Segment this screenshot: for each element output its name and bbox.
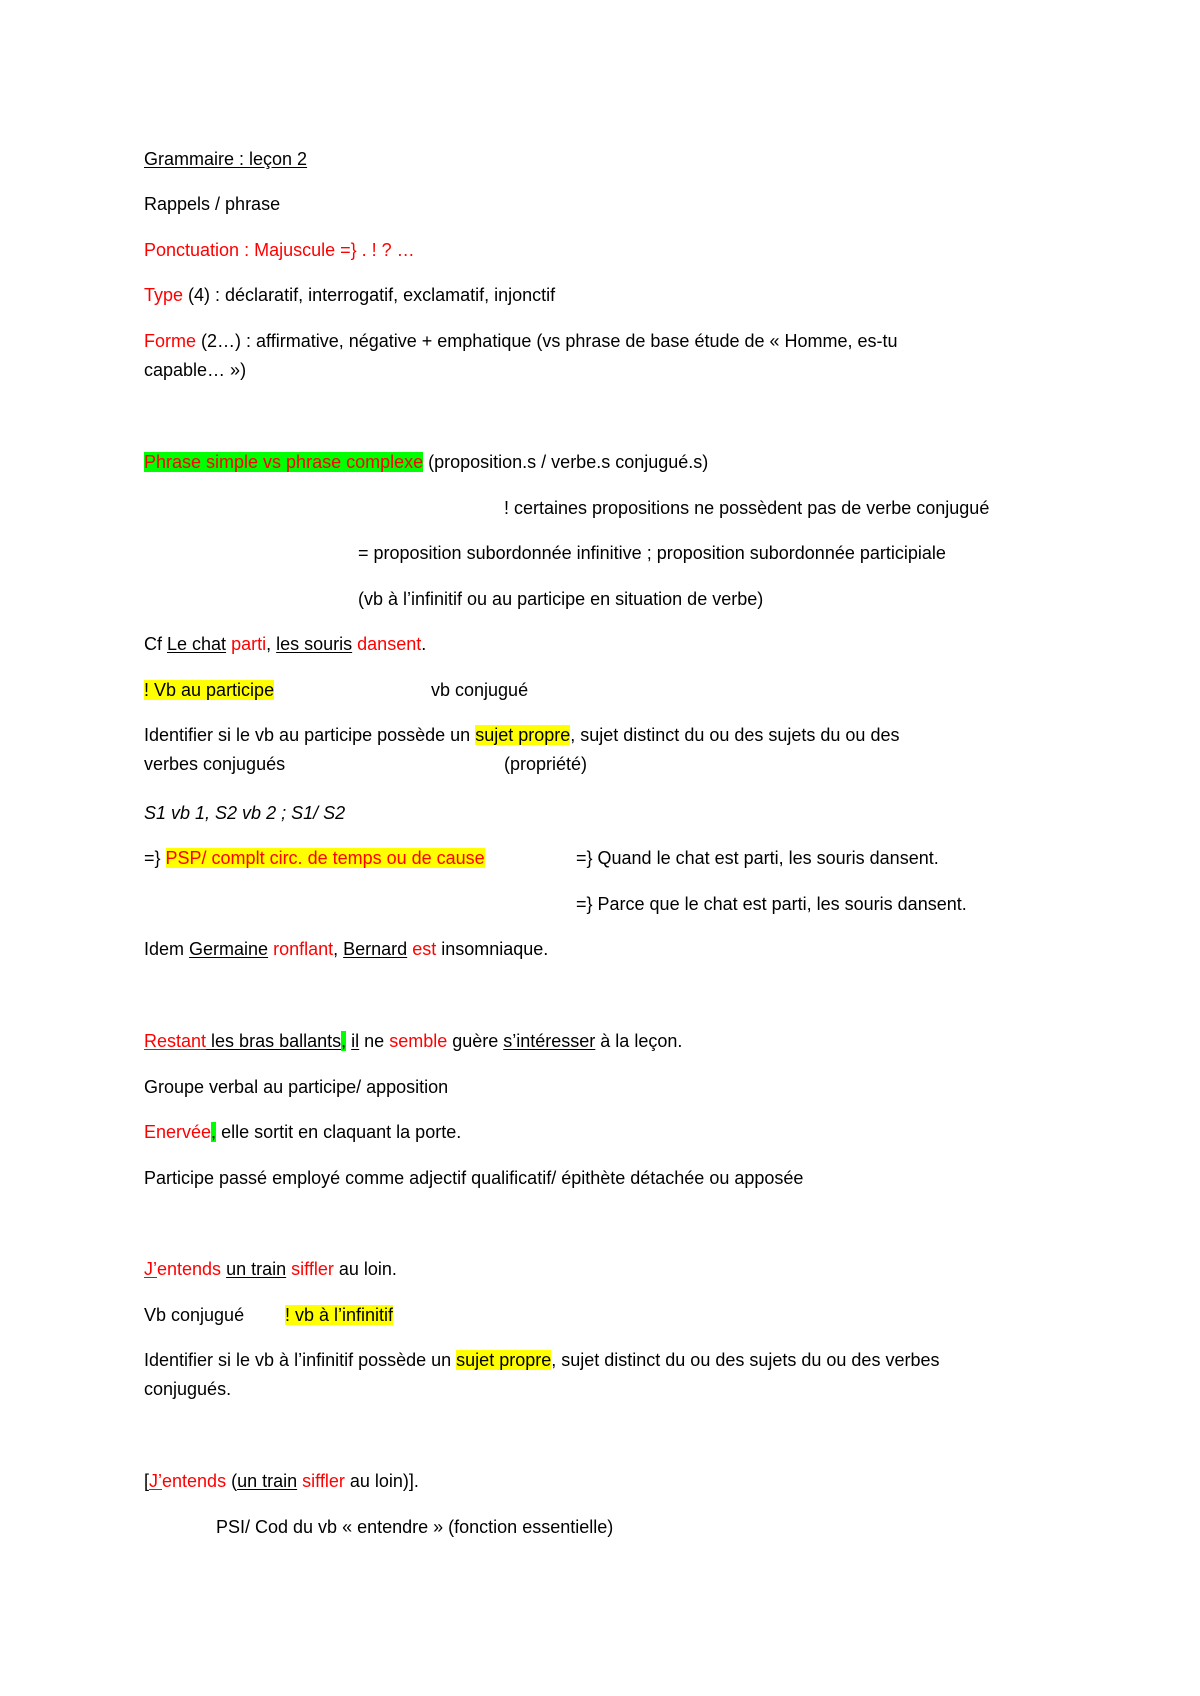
idem-subject-2: Bernard bbox=[343, 939, 408, 959]
line-verbes-conjugues: verbes conjugués bbox=[144, 754, 286, 774]
line-participe-passe: Participe passé employé comme adjectif qualificatif/ épithète détachée ou apposée bbox=[144, 1168, 804, 1188]
idem-rest: insomniaque. bbox=[436, 939, 549, 959]
identifier-text-2: , sujet distinct du ou des sujets du ou des bbox=[570, 725, 900, 745]
comma-highlight: , bbox=[341, 1031, 347, 1051]
text: au loin. bbox=[333, 1259, 397, 1279]
text: ( bbox=[226, 1471, 238, 1491]
idem-verb-1: ronflant bbox=[273, 939, 334, 959]
line-restant bbox=[144, 1028, 682, 1054]
comma: , bbox=[333, 939, 344, 959]
line-phrase-simple bbox=[144, 449, 708, 475]
identifier-text: Identifier si le vb à l’infinitif possède un bbox=[144, 1350, 457, 1370]
identifier-text-2: , sujet distinct du ou des sujets du ou des verbes bbox=[551, 1350, 940, 1370]
comma-highlight: , bbox=[211, 1122, 217, 1142]
line-forme-cont: capable… ») bbox=[144, 360, 247, 380]
line-proposition: = proposition subordonnée infinitive ; proposition subordonnée participiale bbox=[358, 543, 946, 563]
line-identifier-2 bbox=[144, 1347, 939, 1373]
line-certaines: ! certaines propositions ne possèdent pas de verbe conjugué bbox=[504, 498, 990, 518]
restant-verb-2: semble bbox=[389, 1031, 448, 1051]
enervee-word: Enervée bbox=[144, 1122, 212, 1142]
line-vb-infinitif-2 bbox=[285, 1302, 393, 1328]
siffler-verb: siffler bbox=[291, 1259, 334, 1279]
cf-verb-1: parti bbox=[231, 634, 267, 654]
cf-subject-2: les souris bbox=[276, 634, 353, 654]
sujet-propre-highlight: sujet propre bbox=[475, 725, 571, 745]
entends-verb: entends bbox=[157, 1259, 222, 1279]
type-label: Type bbox=[144, 285, 184, 305]
restant-group: les bras ballants bbox=[206, 1031, 342, 1051]
forme-text: (2…) : affirmative, négative + emphatique (vs phrase de base étude de « Homme, es-tu bbox=[196, 331, 898, 351]
lesson-title-text: Grammaire : leçon 2 bbox=[144, 149, 308, 169]
comma: , bbox=[266, 634, 277, 654]
line-groupe-verbal: Groupe verbal au participe/ apposition bbox=[144, 1077, 449, 1097]
text: ne bbox=[359, 1031, 390, 1051]
forme-label: Forme bbox=[144, 331, 197, 351]
restant-infinitive: s’intéresser bbox=[503, 1031, 596, 1051]
vb-infinitif-highlight: ! vb à l’infinitif bbox=[285, 1305, 394, 1325]
line-ponctuation: Ponctuation : Majuscule =} . ! ? … bbox=[144, 240, 415, 260]
enervee-rest: elle sortit en claquant la porte. bbox=[216, 1122, 462, 1142]
line-rappels: Rappels / phrase bbox=[144, 194, 281, 214]
cf-subject-1: Le chat bbox=[167, 634, 227, 654]
bracket-open: [ bbox=[144, 1471, 150, 1491]
line-conjugues: conjugués. bbox=[144, 1379, 232, 1399]
line-bracket bbox=[144, 1468, 419, 1494]
psp-highlight: PSP/ complt circ. de temps ou de cause bbox=[165, 848, 485, 868]
line-propriete: (propriété) bbox=[504, 754, 588, 774]
line-psp bbox=[144, 845, 485, 871]
arrow: =} bbox=[144, 848, 166, 868]
siffler-verb: siffler bbox=[302, 1471, 345, 1491]
line-parce-que: =} Parce que le chat est parti, les souris dansent. bbox=[576, 894, 967, 914]
j-apostrophe: J’ bbox=[149, 1471, 163, 1491]
line-forme bbox=[144, 328, 898, 354]
period: . bbox=[421, 634, 427, 654]
lesson-title bbox=[144, 146, 307, 172]
j-apostrophe: J’ bbox=[144, 1259, 157, 1279]
line-jentends bbox=[144, 1256, 397, 1282]
un-train: un train bbox=[237, 1471, 298, 1491]
cf-prefix: Cf bbox=[144, 634, 168, 654]
line-vb-infinitif: (vb à l’infinitif ou au participe en situation de verbe) bbox=[358, 589, 764, 609]
line-vb-conjugue: vb conjugué bbox=[431, 680, 529, 700]
line-enervee bbox=[144, 1119, 461, 1145]
restant-subject: il bbox=[351, 1031, 360, 1051]
text: guère bbox=[447, 1031, 504, 1051]
line-vb-participe bbox=[144, 677, 274, 703]
sujet-propre-highlight-2: sujet propre bbox=[456, 1350, 552, 1370]
idem-prefix: Idem bbox=[144, 939, 190, 959]
un-train: un train bbox=[226, 1259, 287, 1279]
phrase-simple-text: (proposition.s / verbe.s conjugué.s) bbox=[423, 452, 709, 472]
idem-subject-1: Germaine bbox=[189, 939, 269, 959]
line-idem bbox=[144, 936, 548, 962]
line-psi: PSI/ Cod du vb « entendre » (fonction essentielle) bbox=[216, 1517, 614, 1537]
line-vb-conjugue-2: Vb conjugué bbox=[144, 1305, 245, 1325]
vb-participe-highlight: ! Vb au participe bbox=[144, 680, 275, 700]
line-quand: =} Quand le chat est parti, les souris dansent. bbox=[576, 848, 939, 868]
type-text: (4) : déclaratif, interrogatif, exclamatif, injonctif bbox=[183, 285, 556, 305]
cf-verb-2: dansent bbox=[357, 634, 422, 654]
entends-verb: entends bbox=[162, 1471, 227, 1491]
idem-verb-2: est bbox=[412, 939, 437, 959]
line-identifier-1 bbox=[144, 722, 899, 748]
phrase-simple-highlight: Phrase simple vs phrase complexe bbox=[144, 452, 424, 472]
text: au loin)]. bbox=[344, 1471, 419, 1491]
line-type bbox=[144, 282, 555, 308]
restant-verb: Restant bbox=[144, 1031, 207, 1051]
identifier-text: Identifier si le vb au participe possède un bbox=[144, 725, 476, 745]
line-cf-chat bbox=[144, 631, 426, 657]
text: à la leçon. bbox=[595, 1031, 683, 1051]
line-s1-s2: S1 vb 1, S2 vb 2 ; S1/ S2 bbox=[144, 803, 346, 823]
